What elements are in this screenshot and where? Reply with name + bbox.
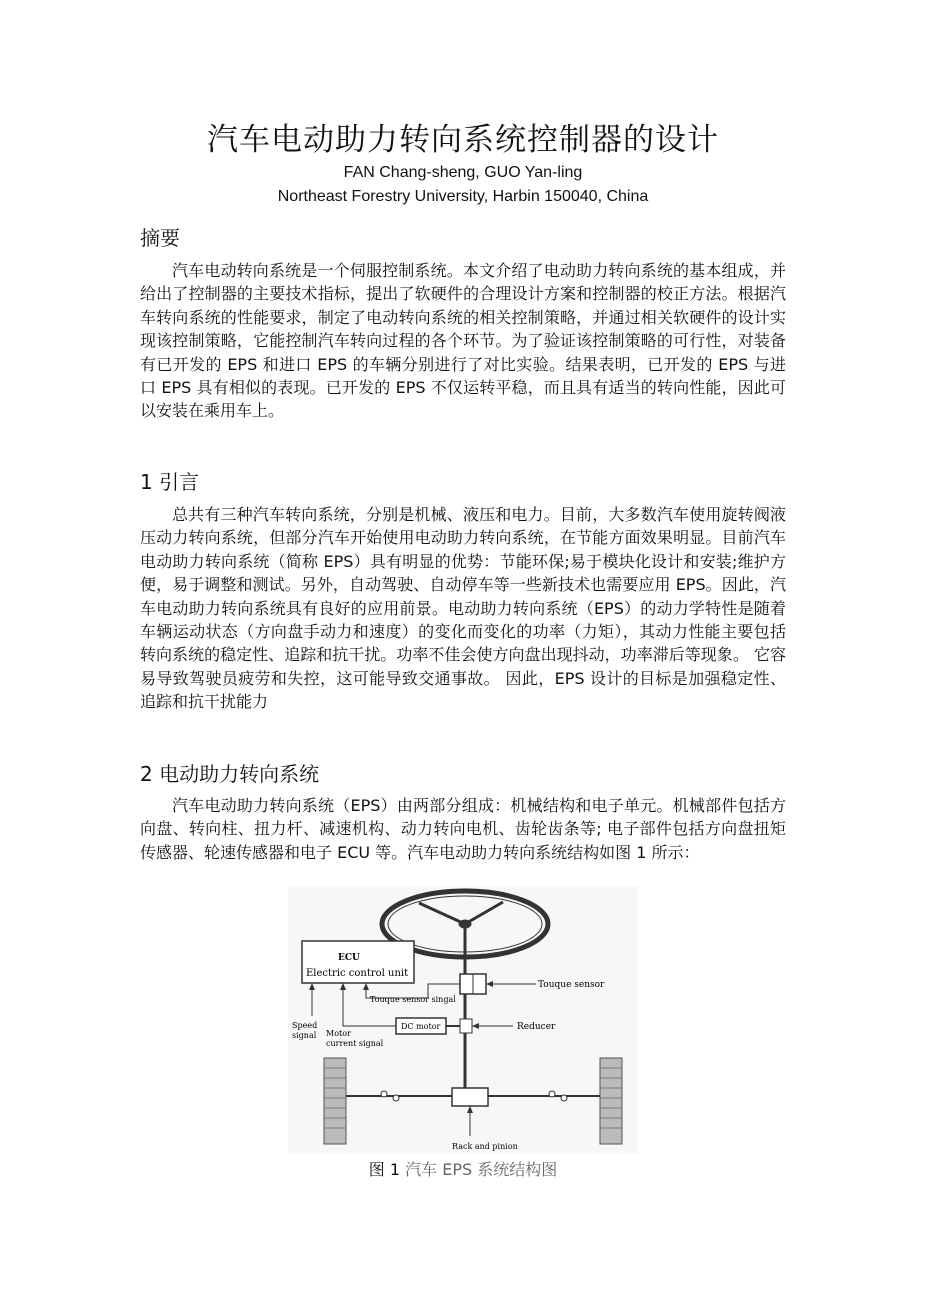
label-torque-sensor: Touque sensor xyxy=(538,980,605,990)
abstract-text: 汽车电动转向系统是一个伺服控制系统。本文介绍了电动助力转向系统的基本组成，并给出了控制器的主要技术指标，提出了软硬件的合理设计方案和控制器的校正方法。根据汽车转向系统的性能要求，制定了电动转向系统的相关控制策略，并通过相关软硬件的设计实现该控制策略，它能控制汽车转向过程的各个环节。为了验证该控制策略的可行性，对装备有已开发的 EPS 和进口 EPS 的车辆分别进行了对比实验。结果表明，已开发的 EPS 与进口 EPS 具有相似的表现。已开发的 EPS 不仅运转平稳，而且具有适当的转向性能，因此可以安装在乘用车上。 xyxy=(140,261,786,421)
label-ecu-full: Electric control unit xyxy=(306,968,409,979)
right-wheel-icon xyxy=(600,1058,622,1144)
label-rack-pinion: Rack and pinion xyxy=(452,1142,518,1151)
label-ecu: ECU xyxy=(338,953,360,963)
figure-caption xyxy=(0,1157,926,1180)
label-speed-1: Speed xyxy=(292,1021,318,1030)
abstract-heading: 摘要 xyxy=(140,226,180,250)
section-heading-intro: 1 引言 xyxy=(140,470,200,494)
section-heading-eps: 2 电动助力转向系统 xyxy=(140,762,320,786)
affiliation-line: Northeast Forestry University, Harbin 150040, China xyxy=(277,188,649,205)
label-motor-2: current signal xyxy=(326,1039,384,1048)
section-text-eps: 汽车电动助力转向系统（EPS）由两部分组成：机械结构和电子单元。机械部件包括方向盘、转向柱、扭力杆、减速机构、动力转向电机、齿轮齿条等; 电子部件包括方向盘扭矩传感器、轮速传感器和电子 ECU 等。汽车电动助力转向系统结构如图 1 所示： xyxy=(140,796,786,862)
label-motor-1: Motor xyxy=(326,1029,351,1038)
paper-title: 汽车电动助力转向系统控制器的设计 xyxy=(207,122,719,158)
section-text-intro: 总共有三种汽车转向系统，分别是机械、液压和电力。目前，大多数汽车使用旋转阀液压动力转向系统，但部分汽车开始使用电动助力转向系统，在节能方面效果明显。目前汽车电动助力转向系统（简称 EPS）具有明显的优势：节能环保;易于模块化设计和安装;维护方便，易于调整和测试。另外，自动驾驶、自动停车等一些新技术也需要应用 EPS。因此，汽车电动助力转向系统具有良好的应用前景。电动助力转向系统（EPS）的动力学特性是随着车辆运动状态（方向盘手动力和速度）的变化而变化的功率（力矩），其动力性能主要包括转向系统的稳定性、追踪和抗干扰。功率不佳会使方向盘出现抖动，功率滞后等现象。 它容易导致驾驶员疲劳和失控，这可能导致交通事故。 因此，EPS 设计的目标是加强稳定性、追踪和抗干扰能力 xyxy=(140,505,786,712)
caption-text: 汽车 EPS 系统结构图 xyxy=(405,1160,558,1179)
left-wheel-icon xyxy=(324,1058,346,1144)
reducer-block xyxy=(460,1019,472,1033)
label-speed-2: signal xyxy=(292,1031,317,1040)
eps-structure-figure xyxy=(288,886,638,1154)
rack-pinion-block xyxy=(452,1088,488,1106)
caption-number: 图 1 xyxy=(368,1160,401,1179)
label-torque-signal: Touque sensor singal xyxy=(370,995,456,1004)
label-reducer: Reducer xyxy=(517,1022,556,1032)
author-line: FAN Chang-sheng, GUO Yan-ling xyxy=(343,164,583,181)
label-dc-motor: DC motor xyxy=(401,1022,441,1031)
